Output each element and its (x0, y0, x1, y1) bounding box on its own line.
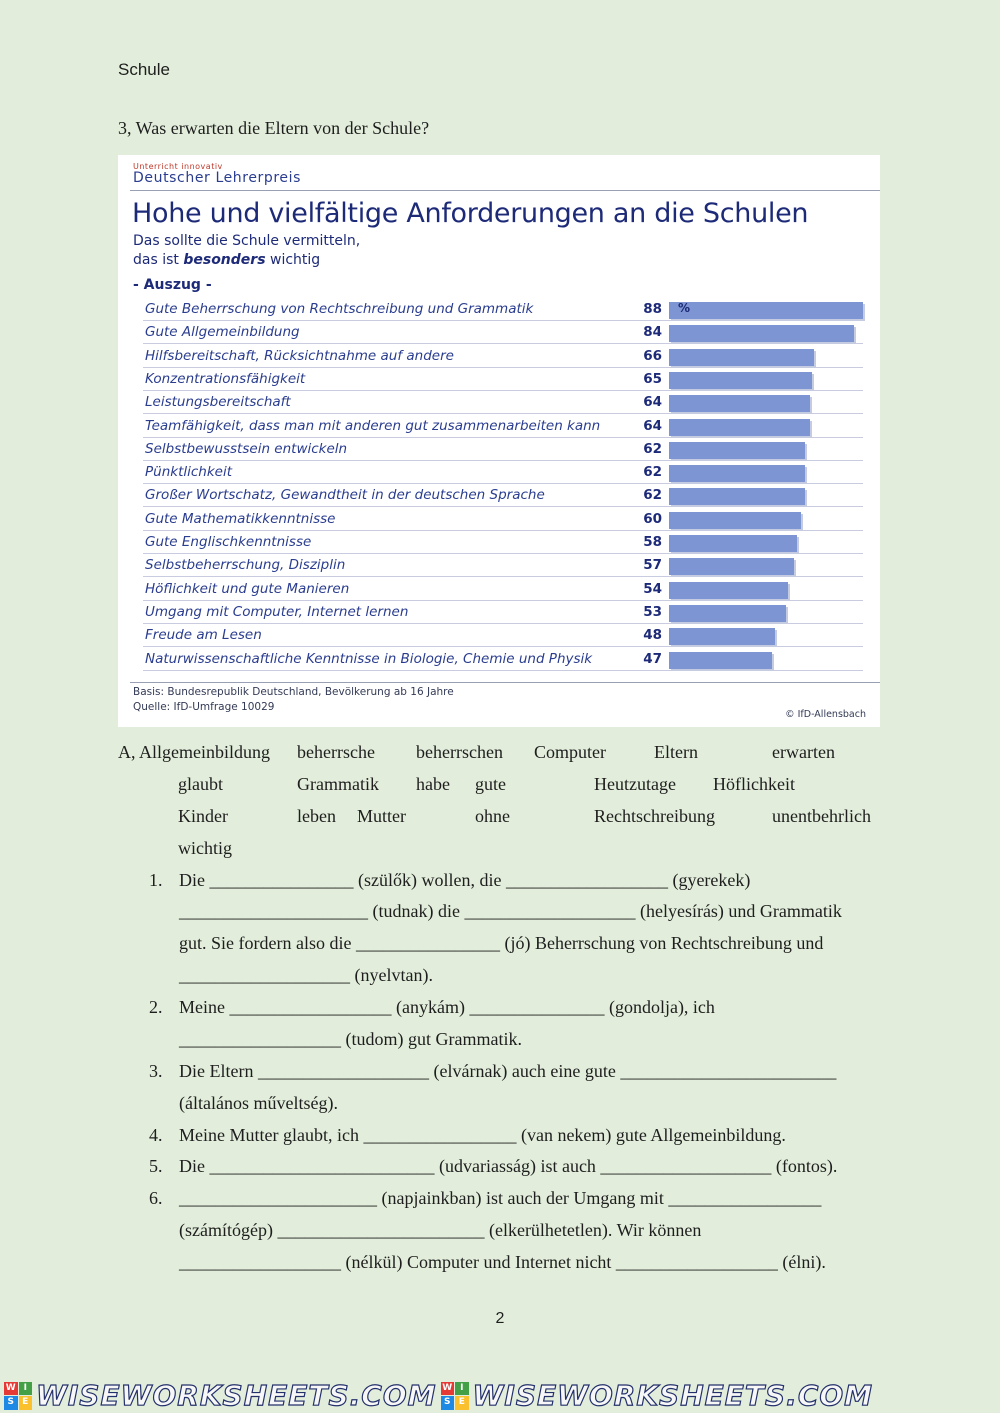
word-bank-item: unentbehrlich (772, 806, 871, 826)
question-heading: 3, Was erwarten die Eltern von der Schule? (118, 118, 430, 138)
word-bank-item: Kinder (178, 806, 228, 826)
word-bank-item: A, Allgemeinbildung (118, 742, 270, 762)
chart-bar (669, 442, 805, 459)
chart-value-label: 62 (643, 464, 662, 481)
word-bank-item: Heutzutage (594, 774, 676, 794)
chart-row-divider (143, 483, 863, 484)
watermark-text: WISEWORKSHEETS.COM (36, 1379, 437, 1412)
infographic-bottom-rule (130, 682, 880, 683)
word-bank-item: Höflichkeit (713, 774, 795, 794)
chart-value-label: 54 (643, 580, 662, 597)
infographic-subtitle-line1: Das sollte die Schule vermitteln, (133, 233, 361, 249)
chart-bar (669, 325, 854, 342)
exercise-line: ______________________ (napjainkban) ist auch der Umgang mit _________________ (179, 1188, 822, 1208)
exercise-line: (számítógép) _______________________ (elkerülhetetlen). Wir können (179, 1220, 702, 1240)
word-bank-item: beherrsche (297, 742, 375, 762)
word-bank-item: Computer (534, 742, 606, 762)
chart-category-label: Gute Englischkenntnisse (145, 534, 312, 550)
chart-value-label: 84 (643, 324, 662, 341)
chart-row-divider (143, 320, 863, 321)
exercise-line: __________________ (tudom) gut Grammatik. (179, 1029, 522, 1049)
exercise-line: ___________________ (nyelvtan). (179, 965, 433, 985)
chart-row-divider (143, 343, 863, 344)
exercise-line: Die _________________________ (udvariasság) ist auch ___________________ (fontos). (179, 1156, 838, 1176)
word-bank-item: Grammatik (297, 774, 379, 794)
page-number: 2 (495, 1310, 505, 1327)
chart-value-label: 60 (643, 510, 662, 527)
chart-category-label: Gute Allgemeinbildung (145, 324, 300, 341)
infographic-brand: Deutscher Lehrerpreis (133, 170, 302, 186)
chart-row-divider (143, 390, 863, 391)
chart-category-label: Gute Beherrschung von Rechtschreibung und Grammatik (145, 301, 534, 317)
word-bank-item: habe (416, 774, 450, 794)
chart-bar (669, 652, 772, 669)
logo-letter: W (441, 1382, 455, 1396)
chart-category-label: Gute Mathematikkenntnisse (145, 510, 336, 527)
chart-value-label: 47 (643, 650, 662, 667)
word-bank-item: erwarten (772, 742, 835, 762)
exercise-line: gut. Sie fordern also die ________________ (jó) Beherrschung von Rechtschreibung und (179, 933, 824, 953)
chart-bar (669, 558, 794, 575)
infographic-top-rule (130, 190, 880, 191)
exercise-line: Die ________________ (szülők) wollen, die __________________ (gyerekek) (179, 870, 751, 890)
watermark-strip (0, 1378, 1000, 1413)
exercise-number: 2. (149, 997, 163, 1017)
chart-row-divider (143, 506, 863, 507)
watermark-text: WISEWORKSHEETS.COM (472, 1379, 874, 1412)
chart-bar (669, 605, 786, 622)
chart-bar (669, 465, 805, 482)
chart-category-label: Pünktlichkeit (145, 464, 233, 481)
footnote-source: Quelle: IfD-Umfrage 10029 (133, 701, 275, 713)
chart-value-label: 65 (643, 370, 662, 387)
infographic-credit: © IfD-Allensbach (785, 709, 866, 720)
chart-bar (669, 488, 805, 505)
exercise-line: Die Eltern ___________________ (elvárnak) auch eine gute ________________________ (179, 1061, 837, 1081)
infographic-chart (118, 155, 880, 727)
exercise-number: 5. (149, 1156, 163, 1176)
chart-category-label: Freude am Lesen (145, 627, 262, 644)
word-bank-item: gute (475, 774, 506, 794)
word-bank-item: Mutter (357, 806, 406, 826)
logo-letter: I (455, 1382, 469, 1396)
infographic-excerpt-label: - Auszug - (133, 277, 212, 293)
word-bank-item: Eltern (654, 742, 698, 762)
chart-value-label: 53 (643, 603, 662, 620)
subtitle-emphasis: besonders (183, 252, 266, 268)
chart-value-label: 58 (643, 534, 662, 550)
exercise-line: Meine Mutter glaubt, ich _________________ (van nekem) gute Allgemeinbildung. (179, 1125, 786, 1145)
wise-logo-icon (4, 1382, 32, 1410)
chart-row-divider (143, 576, 863, 577)
exercise-line: __________________ (nélkül) Computer und Internet nicht __________________ (élni). (179, 1252, 826, 1272)
chart-value-label: 62 (643, 440, 662, 457)
chart-row-divider (143, 600, 863, 601)
chart-row-divider (143, 553, 863, 554)
watermark-brand (441, 1379, 874, 1412)
chart-value-label: 57 (643, 557, 662, 574)
chart-category-label: Teamfähigkeit, dass man mit anderen gut zusammenarbeiten kann (145, 417, 601, 434)
chart-row-divider (143, 460, 863, 461)
word-bank-item: leben (297, 806, 336, 826)
word-bank-item: ohne (475, 806, 510, 826)
chart-row-divider (143, 646, 863, 647)
chart-category-label: Konzentrationsfähigkeit (145, 370, 306, 387)
word-bank-item: wichtig (178, 838, 232, 858)
infographic-title: Hohe und vielfältige Anforderungen an die Schulen (132, 198, 809, 229)
chart-value-label: 62 (643, 487, 662, 504)
wise-logo-icon (441, 1382, 469, 1410)
watermark-brand (4, 1379, 437, 1412)
chart-category-label: Umgang mit Computer, Internet lernen (145, 603, 409, 620)
chart-row-divider (143, 437, 863, 438)
chart-row-divider (143, 623, 863, 624)
infographic-kicker: Unterricht innovativ (133, 162, 223, 171)
chart-category-label: Höflichkeit und gute Manieren (145, 580, 350, 597)
chart-category-label: Selbstbeherrschung, Disziplin (145, 557, 346, 574)
footnote-basis: Basis: Bundesrepublik Deutschland, Bevölkerung ab 16 Jahre (133, 686, 454, 698)
chart-bar (669, 395, 810, 412)
chart-row-divider (143, 413, 863, 414)
exercise-number: 1. (149, 870, 163, 890)
logo-letter: I (19, 1382, 33, 1396)
chart-category-label: Großer Wortschatz, Gewandtheit in der deutschen Sprache (145, 487, 545, 504)
chart-category-label: Naturwissenschaftliche Kenntnisse in Biologie, Chemie und Physik (145, 650, 593, 667)
chart-row-divider (143, 670, 863, 671)
exercise-number: 6. (149, 1188, 163, 1208)
chart-bar (669, 628, 775, 645)
exercise-number: 4. (149, 1125, 163, 1145)
exercise-line: Meine __________________ (anykám) _______________ (gondolja), ich (179, 997, 715, 1017)
chart-bar (669, 419, 810, 436)
chart-category-label: Hilfsbereitschaft, Rücksichtnahme auf andere (145, 347, 454, 364)
chart-bar (669, 582, 788, 599)
chart-bar (669, 372, 812, 389)
exercise-line: _____________________ (tudnak) die ___________________ (helyesírás) und Grammatik (179, 901, 842, 921)
logo-letter: S (4, 1396, 18, 1410)
chart-category-label: Leistungsbereitschaft (145, 394, 291, 411)
subtitle-pre: das ist (133, 252, 184, 268)
word-bank-item: beherrschen (416, 742, 503, 762)
chart-row-divider (143, 367, 863, 368)
word-bank-item: glaubt (178, 774, 223, 794)
infographic-subtitle-line2 (133, 252, 320, 268)
chart-value-label: 64 (643, 417, 662, 434)
chart-bar (669, 512, 801, 529)
chart-value-label: 88 (643, 301, 662, 317)
exercise-number: 3. (149, 1061, 163, 1081)
chart-value-label: 66 (643, 347, 662, 364)
unit-label: % (678, 301, 691, 315)
logo-letter: E (455, 1396, 469, 1410)
chart-bar (669, 302, 863, 319)
chart-bar (669, 349, 814, 366)
chart-row-divider (143, 530, 863, 531)
logo-letter: S (441, 1396, 455, 1410)
subtitle-post: wichtig (265, 252, 321, 268)
chart-value-label: 48 (643, 627, 662, 644)
document-header-title: Schule (118, 60, 170, 79)
logo-letter: W (4, 1382, 18, 1396)
logo-letter: E (19, 1396, 33, 1410)
chart-category-label: Selbstbewusstsein entwickeln (145, 440, 348, 457)
word-bank-item: Rechtschreibung (594, 806, 715, 826)
chart-value-label: 64 (643, 394, 662, 411)
exercise-line: (általános műveltség). (179, 1093, 338, 1113)
chart-bar (669, 535, 797, 552)
